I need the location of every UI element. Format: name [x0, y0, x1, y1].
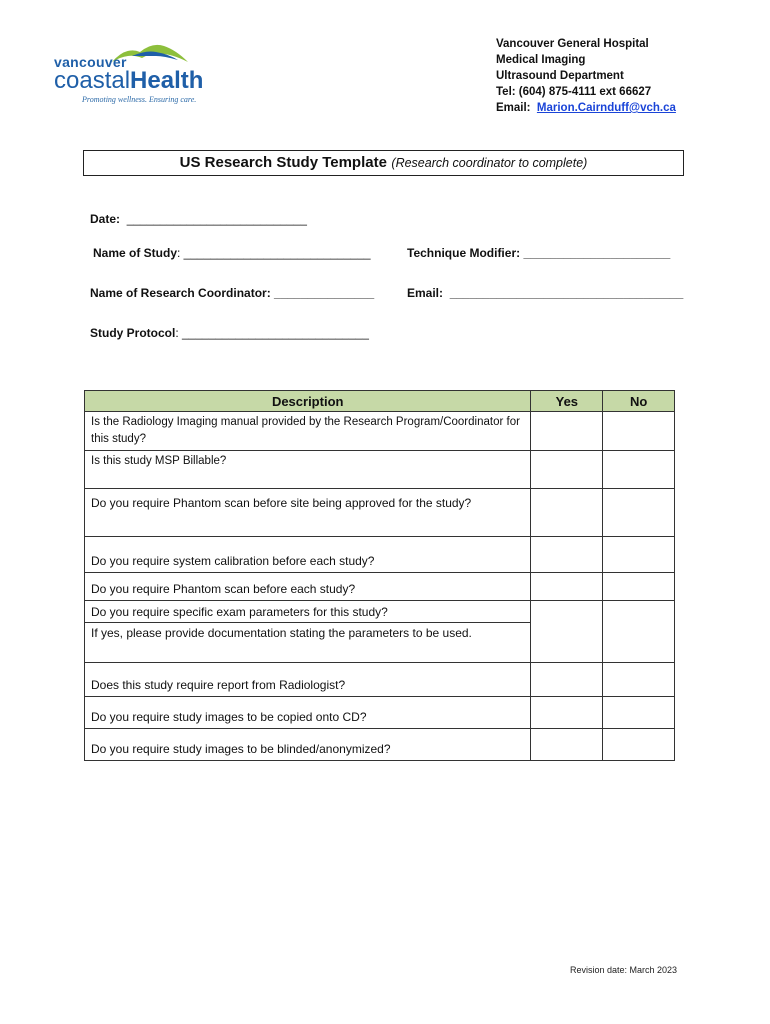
table-row [85, 729, 675, 761]
table-row [85, 601, 675, 623]
question-text: Does this study require report from Radiologist? [85, 663, 531, 697]
no-cell[interactable] [603, 412, 675, 451]
email-link[interactable]: Marion.Cairnduff@vch.ca [536, 102, 676, 114]
email-field[interactable] [407, 286, 683, 300]
no-cell[interactable] [603, 537, 675, 573]
question-text: If yes, please provide documentation stating the parameters to be used. [85, 623, 531, 663]
study-name-field[interactable] [93, 246, 371, 260]
yes-cell[interactable] [531, 489, 603, 537]
study-name-blank[interactable]: : ____________________________ [177, 246, 371, 260]
yes-cell[interactable] [531, 663, 603, 697]
questions-table [84, 390, 675, 761]
phone-number: Tel: (604) 875-4111 ext 66627 [496, 86, 652, 98]
no-cell[interactable] [603, 697, 675, 729]
yes-cell[interactable] [531, 412, 603, 451]
question-text: Do you require system calibration before each study? [85, 537, 531, 573]
no-cell[interactable] [603, 489, 675, 537]
description-header: Description [85, 391, 531, 412]
revision-date: Revision date: March 2023 [570, 965, 678, 975]
email-field-blank[interactable]: ___________________________________ [449, 286, 684, 300]
table-header-row [85, 391, 675, 412]
coordinator-label: Name of Research Coordinator: _______________ [90, 286, 375, 300]
no-cell[interactable] [603, 573, 675, 601]
table-row [85, 537, 675, 573]
logo-health-text: Health [130, 67, 204, 94]
date-label: Date: [90, 212, 121, 226]
yes-cell[interactable] [531, 601, 603, 663]
table-row [85, 412, 675, 451]
logo-coastal-text: coastal [54, 67, 131, 94]
form-subtitle: (Research coordinator to complete) [391, 156, 588, 170]
question-text: Is this study MSP Billable? [85, 451, 531, 489]
logo-line2 [54, 67, 203, 95]
question-text: Do you require study images to be copied onto CD? [85, 697, 531, 729]
yes-cell[interactable] [531, 537, 603, 573]
no-cell[interactable] [603, 663, 675, 697]
table-row [85, 573, 675, 601]
no-header: No [603, 391, 675, 412]
form-title: US Research Study Template [179, 154, 387, 171]
question-text: Do you require study images to be blinded/anonymized? [85, 729, 531, 761]
table-row [85, 451, 675, 489]
email-field-label: Email: [407, 286, 444, 300]
table-row [85, 663, 675, 697]
hospital-contact-block [496, 36, 676, 116]
yes-cell[interactable] [531, 573, 603, 601]
question-text: Is the Radiology Imaging manual provided by the Research Program/Coordinator for this study? [85, 412, 531, 451]
hospital-name: Vancouver General Hospital [496, 38, 649, 50]
question-text: Do you require specific exam parameters for this study? [85, 601, 531, 623]
email-line [496, 100, 676, 116]
yes-cell[interactable] [531, 729, 603, 761]
no-cell[interactable] [603, 451, 675, 489]
yes-header: Yes [531, 391, 603, 412]
email-label: Email: [496, 102, 531, 114]
date-blank[interactable]: ___________________________ [126, 212, 307, 226]
table-row [85, 489, 675, 537]
yes-cell[interactable] [531, 697, 603, 729]
yes-cell[interactable] [531, 451, 603, 489]
coordinator-field[interactable] [90, 286, 374, 300]
date-field[interactable] [90, 212, 307, 226]
study-protocol-field[interactable] [90, 326, 369, 340]
study-name-label: Name of Study [93, 246, 178, 260]
no-cell[interactable] [603, 729, 675, 761]
question-text: Do you require Phantom scan before each study? [85, 573, 531, 601]
department-name: Medical Imaging [496, 54, 586, 66]
logo-tagline: Promoting wellness. Ensuring care. [82, 95, 197, 104]
question-text: Do you require Phantom scan before site being approved for the study? [85, 489, 531, 537]
logo-line1: vancouver [54, 54, 127, 70]
sub-department-name: Ultrasound Department [496, 70, 624, 82]
study-protocol-blank[interactable]: : ____________________________ [175, 326, 369, 340]
technique-modifier-label: Technique Modifier: ______________________ [407, 246, 671, 260]
table-row [85, 697, 675, 729]
technique-modifier-field[interactable] [407, 246, 670, 260]
form-title-box [83, 150, 684, 176]
no-cell[interactable] [603, 601, 675, 663]
study-protocol-label: Study Protocol [90, 326, 176, 340]
vch-logo [52, 40, 202, 106]
